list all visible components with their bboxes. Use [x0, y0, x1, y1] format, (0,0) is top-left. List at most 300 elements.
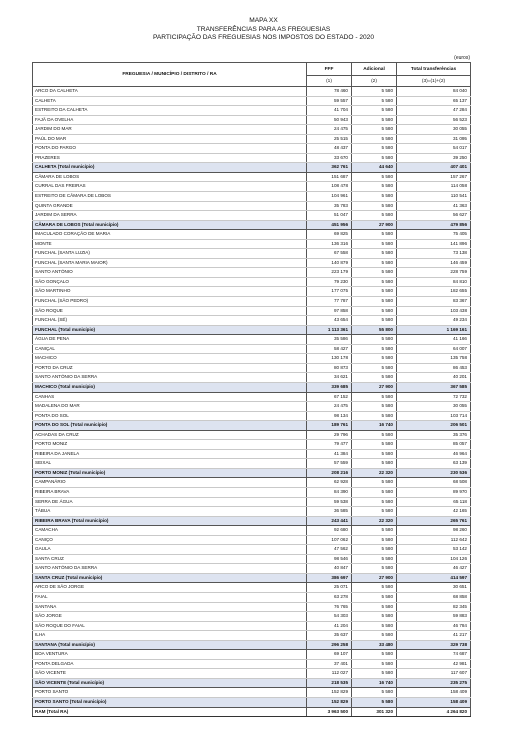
cell-freguesia: CAMPANÁRIO [33, 478, 307, 488]
cell-fff: 69 107 [307, 650, 352, 660]
cell-adicional: 5 580 [352, 545, 397, 555]
cell-fff: 362 761 [307, 163, 352, 173]
cell-total: 228 759 [397, 268, 471, 278]
table-row [33, 430, 471, 440]
municipality-total-row [33, 678, 471, 688]
cell-fff: 34 621 [307, 373, 352, 383]
cell-freguesia: SEIXAL [33, 459, 307, 469]
cell-fff: 78 460 [307, 87, 352, 97]
cell-fff: 243 441 [307, 516, 352, 526]
cell-freguesia: CANIÇAL [33, 344, 307, 354]
cell-adicional: 5 580 [352, 277, 397, 287]
cell-total: 329 738 [397, 640, 471, 650]
cell-freguesia: RAM (Total RA) [33, 707, 307, 717]
cell-freguesia: MACHICO [33, 354, 307, 364]
cell-adicional: 5 580 [352, 373, 397, 383]
cell-adicional: 5 580 [352, 134, 397, 144]
table-row [33, 249, 471, 259]
cell-total: 41 363 [397, 201, 471, 211]
municipality-total-row [33, 382, 471, 392]
cell-total: 407 401 [397, 163, 471, 173]
cell-freguesia: SÃO VICENTE [33, 669, 307, 679]
cell-fff: 98 546 [307, 554, 352, 564]
cell-fff: 59 538 [307, 497, 352, 507]
cell-fff: 77 787 [307, 297, 352, 307]
cell-adicional: 27 900 [352, 382, 397, 392]
table-row [33, 87, 471, 97]
cell-adicional: 5 580 [352, 487, 397, 497]
cell-total: 157 267 [397, 172, 471, 182]
cell-total: 49 234 [397, 316, 471, 326]
cell-adicional: 5 580 [352, 297, 397, 307]
cell-total: 182 655 [397, 287, 471, 297]
cell-adicional: 5 580 [352, 249, 397, 259]
cell-freguesia: PORTO MONIZ (Total município) [33, 468, 307, 478]
cell-total: 230 536 [397, 468, 471, 478]
cell-adicional: 5 580 [352, 478, 397, 488]
table-row [33, 402, 471, 412]
cell-total: 235 275 [397, 678, 471, 688]
cell-total: 56 523 [397, 115, 471, 125]
cell-fff: 451 956 [307, 220, 352, 230]
cell-adicional: 5 580 [352, 144, 397, 154]
cell-freguesia: SÃO GONÇALO [33, 277, 307, 287]
cell-fff: 69 825 [307, 230, 352, 240]
table-row [33, 306, 471, 316]
cell-adicional: 16 740 [352, 421, 397, 431]
cell-adicional: 5 580 [352, 125, 397, 135]
cell-fff: 58 427 [307, 344, 352, 354]
document-header [0, 17, 527, 43]
cell-adicional: 5 580 [352, 306, 397, 316]
cell-total: 68 508 [397, 478, 471, 488]
cell-total: 1 169 161 [397, 325, 471, 335]
cell-total: 68 858 [397, 592, 471, 602]
cell-fff: 208 216 [307, 468, 352, 478]
cell-adicional: 5 580 [352, 440, 397, 450]
cell-total: 98 260 [397, 526, 471, 536]
cell-freguesia: SÃO JORGE [33, 612, 307, 622]
cell-freguesia: SÃO ROQUE DO FAIAL [33, 621, 307, 631]
municipality-total-row [33, 516, 471, 526]
cell-freguesia: ACHADAS DA CRUZ [33, 430, 307, 440]
cell-adicional: 5 580 [352, 583, 397, 593]
cell-fff: 218 535 [307, 678, 352, 688]
table-row [33, 192, 471, 202]
cell-total: 65 137 [397, 96, 471, 106]
cell-total: 414 597 [397, 573, 471, 583]
cell-total: 40 201 [397, 373, 471, 383]
cell-freguesia: PONTA DO SOL [33, 411, 307, 421]
cell-adicional: 5 580 [352, 211, 397, 221]
cell-adicional: 5 580 [352, 287, 397, 297]
col-header-adicional: Adicional [352, 63, 397, 76]
cell-total: 31 095 [397, 134, 471, 144]
table-row [33, 125, 471, 135]
col-subheader-fff: (1) [307, 76, 352, 87]
table-row [33, 201, 471, 211]
cell-fff: 41 204 [307, 621, 352, 631]
cell-adicional: 5 580 [352, 621, 397, 631]
cell-freguesia: PORTO SANTO (Total município) [33, 698, 307, 708]
table-row [33, 535, 471, 545]
cell-adicional: 5 580 [352, 172, 397, 182]
table-row [33, 344, 471, 354]
table-row [33, 459, 471, 469]
cell-freguesia: GAULA [33, 545, 307, 555]
cell-total: 112 642 [397, 535, 471, 545]
cell-total: 30 055 [397, 125, 471, 135]
cell-fff: 36 585 [307, 507, 352, 517]
cell-freguesia: SANTANA (Total município) [33, 640, 307, 650]
table-row [33, 268, 471, 278]
cell-freguesia: SANTO ANTÓNIO DA SERRA [33, 373, 307, 383]
cell-total: 53 142 [397, 545, 471, 555]
cell-freguesia: ARCO DE SÃO JORGE [33, 583, 307, 593]
cell-adicional: 33 480 [352, 640, 397, 650]
cell-fff: 41 704 [307, 106, 352, 116]
cell-freguesia: CALHETA [33, 96, 307, 106]
cell-adicional: 5 580 [352, 87, 397, 97]
cell-adicional: 5 580 [352, 612, 397, 622]
cell-fff: 59 557 [307, 96, 352, 106]
cell-freguesia: SÃO VICENTE (Total município) [33, 678, 307, 688]
cell-fff: 40 847 [307, 564, 352, 574]
cell-freguesia: RIBEIRA BRAVA [33, 487, 307, 497]
cell-fff: 48 437 [307, 144, 352, 154]
cell-freguesia: JARDIM DA SERRA [33, 211, 307, 221]
cell-total: 86 453 [397, 363, 471, 373]
cell-adicional: 5 580 [352, 650, 397, 660]
cell-total: 41 166 [397, 335, 471, 345]
cell-freguesia: QUINTA GRANDE [33, 201, 307, 211]
cell-freguesia: BOA VENTURA [33, 650, 307, 660]
table-row [33, 134, 471, 144]
cell-total: 73 138 [397, 249, 471, 259]
cell-total: 42 165 [397, 507, 471, 517]
cell-adicional: 5 580 [352, 449, 397, 459]
cell-fff: 24 475 [307, 125, 352, 135]
cell-adicional: 5 580 [352, 106, 397, 116]
cell-adicional: 5 580 [352, 459, 397, 469]
table-row [33, 554, 471, 564]
cell-fff: 29 796 [307, 430, 352, 440]
cell-fff: 189 761 [307, 421, 352, 431]
cell-total: 89 970 [397, 487, 471, 497]
cell-freguesia: TÁBUA [33, 507, 307, 517]
table-row [33, 392, 471, 402]
cell-freguesia: FUNCHAL (Total município) [33, 325, 307, 335]
cell-freguesia: MACHICO (Total município) [33, 382, 307, 392]
cell-fff: 25 071 [307, 583, 352, 593]
cell-freguesia: SERRA DE ÁGUA [33, 497, 307, 507]
cell-adicional: 5 580 [352, 554, 397, 564]
cell-freguesia: SANTA CRUZ [33, 554, 307, 564]
cell-fff: 140 879 [307, 258, 352, 268]
cell-total: 103 438 [397, 306, 471, 316]
cell-fff: 97 858 [307, 306, 352, 316]
col-header-fff: FFF [307, 63, 352, 76]
cell-adicional: 5 580 [352, 688, 397, 698]
cell-freguesia: FAIAL [33, 592, 307, 602]
cell-freguesia: PONTA DELGADA [33, 659, 307, 669]
document-subtitle: PARTICIPAÇÃO DAS FREGUESIAS NOS IMPOSTOS DO ESTADO - 2020 [152, 34, 375, 42]
cell-freguesia: SANTA CRUZ (Total município) [33, 573, 307, 583]
cell-fff: 67 558 [307, 249, 352, 259]
cell-total: 47 284 [397, 106, 471, 116]
cell-fff: 47 562 [307, 545, 352, 555]
map-number: MAPA XX [249, 17, 278, 24]
table-row [33, 363, 471, 373]
municipality-total-row [33, 163, 471, 173]
cell-adicional: 16 740 [352, 678, 397, 688]
cell-freguesia: RIBEIRA BRAVA (Total município) [33, 516, 307, 526]
cell-fff: 130 178 [307, 354, 352, 364]
col-subheader-total: (3)=(1)+(2) [397, 76, 471, 87]
cell-total: 82 345 [397, 602, 471, 612]
municipality-total-row [33, 640, 471, 650]
cell-adicional: 5 580 [352, 602, 397, 612]
cell-fff: 112 027 [307, 669, 352, 679]
cell-adicional: 5 580 [352, 153, 397, 163]
cell-total: 42 981 [397, 659, 471, 669]
table-row [33, 583, 471, 593]
cell-fff: 107 062 [307, 535, 352, 545]
cell-fff: 296 258 [307, 640, 352, 650]
cell-fff: 92 680 [307, 526, 352, 536]
table-row [33, 526, 471, 536]
cell-total: 104 126 [397, 554, 471, 564]
cell-adicional: 5 580 [352, 344, 397, 354]
cell-adicional: 5 580 [352, 96, 397, 106]
table-row [33, 497, 471, 507]
cell-total: 135 758 [397, 354, 471, 364]
cell-fff: 3 963 500 [307, 707, 352, 717]
table-row [33, 449, 471, 459]
table-row [33, 239, 471, 249]
cell-fff: 152 829 [307, 698, 352, 708]
table-row [33, 602, 471, 612]
cell-adicional: 5 580 [352, 230, 397, 240]
cell-freguesia: SÃO MARTINHO [33, 287, 307, 297]
cell-fff: 50 943 [307, 115, 352, 125]
cell-adicional: 301 320 [352, 707, 397, 717]
cell-freguesia: PORTO SANTO [33, 688, 307, 698]
table-row [33, 277, 471, 287]
table-row [33, 354, 471, 364]
cell-adicional: 5 580 [352, 535, 397, 545]
cell-freguesia: ESTREITO DE CÂMARA DE LOBOS [33, 192, 307, 202]
cell-fff: 1 113 361 [307, 325, 352, 335]
cell-adicional: 22 320 [352, 516, 397, 526]
table-row [33, 621, 471, 631]
cell-freguesia: JARDIM DO MAR [33, 125, 307, 135]
cell-total: 85 057 [397, 440, 471, 450]
table-row [33, 115, 471, 125]
cell-fff: 33 670 [307, 153, 352, 163]
col-header-freguesia: FREGUESIA / MUNICÍPIO / DISTRITO / RA [33, 63, 307, 87]
table-row [33, 153, 471, 163]
cell-adicional: 22 320 [352, 468, 397, 478]
cell-adicional: 5 580 [352, 402, 397, 412]
cell-adicional: 5 580 [352, 201, 397, 211]
cell-fff: 41 384 [307, 449, 352, 459]
cell-freguesia: CALHETA (Total município) [33, 163, 307, 173]
table-row [33, 96, 471, 106]
cell-total: 479 856 [397, 220, 471, 230]
cell-fff: 223 179 [307, 268, 352, 278]
table-row [33, 144, 471, 154]
cell-freguesia: FUNCHAL (SANTA LUZIA) [33, 249, 307, 259]
cell-fff: 25 515 [307, 134, 352, 144]
cell-adicional: 5 580 [352, 115, 397, 125]
cell-total: 59 883 [397, 612, 471, 622]
cell-fff: 80 873 [307, 363, 352, 373]
cell-total: 114 058 [397, 182, 471, 192]
cell-freguesia: SANTO ANTÓNIO [33, 268, 307, 278]
cell-total: 30 651 [397, 583, 471, 593]
cell-fff: 35 586 [307, 335, 352, 345]
table-row [33, 440, 471, 450]
table-row [33, 650, 471, 660]
cell-total: 39 250 [397, 153, 471, 163]
cell-fff: 62 928 [307, 478, 352, 488]
cell-freguesia: FAJÃ DA OVELHA [33, 115, 307, 125]
cell-freguesia: ESTREITO DA CALHETA [33, 106, 307, 116]
cell-total: 83 367 [397, 297, 471, 307]
table-row [33, 545, 471, 555]
cell-freguesia: ÁGUA DE PENA [33, 335, 307, 345]
cell-fff: 57 559 [307, 459, 352, 469]
cell-total: 158 409 [397, 698, 471, 708]
cell-total: 146 459 [397, 258, 471, 268]
table-row [33, 316, 471, 326]
table-row [33, 631, 471, 641]
cell-adicional: 5 580 [352, 698, 397, 708]
table-row [33, 688, 471, 698]
cell-fff: 104 961 [307, 192, 352, 202]
table-row [33, 478, 471, 488]
cell-fff: 177 075 [307, 287, 352, 297]
cell-freguesia: MONTE [33, 239, 307, 249]
municipality-total-row [33, 325, 471, 335]
cell-total: 63 139 [397, 459, 471, 469]
cell-adicional: 5 580 [352, 392, 397, 402]
cell-adicional: 44 640 [352, 163, 397, 173]
cell-total: 46 427 [397, 564, 471, 574]
table-row [33, 335, 471, 345]
cell-adicional: 5 580 [352, 316, 397, 326]
cell-total: 84 040 [397, 87, 471, 97]
cell-freguesia: CÂMARA DE LOBOS [33, 172, 307, 182]
table-row [33, 287, 471, 297]
cell-total: 30 055 [397, 402, 471, 412]
cell-fff: 386 697 [307, 573, 352, 583]
document-title: TRANSFERÊNCIAS PARA AS FREGUESIAS [196, 25, 331, 33]
cell-fff: 339 685 [307, 382, 352, 392]
cell-total: 65 118 [397, 497, 471, 507]
cell-freguesia: SANTO ANTÓNIO DA SERRA [33, 564, 307, 574]
cell-adicional: 5 580 [352, 192, 397, 202]
currency-unit: (euros) [454, 55, 470, 61]
cell-fff: 108 478 [307, 182, 352, 192]
cell-fff: 24 475 [307, 402, 352, 412]
cell-total: 110 541 [397, 192, 471, 202]
cell-freguesia: PONTA DO PARGO [33, 144, 307, 154]
cell-total: 206 501 [397, 421, 471, 431]
table-row [33, 487, 471, 497]
cell-adicional: 5 580 [352, 526, 397, 536]
cell-freguesia: FUNCHAL (SÃO PEDRO) [33, 297, 307, 307]
cell-adicional: 5 580 [352, 592, 397, 602]
region-total-row [33, 707, 471, 717]
municipality-total-row [33, 220, 471, 230]
cell-adicional: 5 580 [352, 669, 397, 679]
cell-fff: 43 654 [307, 316, 352, 326]
cell-total: 141 896 [397, 239, 471, 249]
cell-fff: 54 303 [307, 612, 352, 622]
cell-total: 46 784 [397, 621, 471, 631]
table-row [33, 230, 471, 240]
cell-fff: 35 637 [307, 631, 352, 641]
cell-freguesia: PORTO MONIZ [33, 440, 307, 450]
cell-freguesia: FUNCHAL (SÉ) [33, 316, 307, 326]
table-row [33, 564, 471, 574]
cell-adicional: 5 580 [352, 411, 397, 421]
cell-freguesia: PORTO DA CRUZ [33, 363, 307, 373]
cell-freguesia: ILHA [33, 631, 307, 641]
cell-adicional: 5 580 [352, 497, 397, 507]
cell-freguesia: CANHAS [33, 392, 307, 402]
cell-freguesia: IMACULADO CORAÇÃO DE MARIA [33, 230, 307, 240]
cell-fff: 63 278 [307, 592, 352, 602]
table-row [33, 172, 471, 182]
table-row [33, 258, 471, 268]
cell-fff: 51 047 [307, 211, 352, 221]
cell-total: 4 264 820 [397, 707, 471, 717]
table-row [33, 297, 471, 307]
table-body [33, 87, 471, 717]
cell-adicional: 5 580 [352, 335, 397, 345]
cell-fff: 98 134 [307, 411, 352, 421]
cell-freguesia: ARCO DA CALHETA [33, 87, 307, 97]
transfers-table [32, 62, 471, 717]
cell-fff: 76 765 [307, 602, 352, 612]
cell-freguesia: SANTANA [33, 602, 307, 612]
cell-adicional: 5 580 [352, 182, 397, 192]
cell-adicional: 5 580 [352, 430, 397, 440]
municipality-total-row [33, 421, 471, 431]
cell-freguesia: RIBEIRA DA JANELA [33, 449, 307, 459]
cell-fff: 67 152 [307, 392, 352, 402]
cell-adicional: 5 580 [352, 564, 397, 574]
cell-fff: 79 477 [307, 440, 352, 450]
cell-adicional: 5 580 [352, 659, 397, 669]
cell-fff: 136 316 [307, 239, 352, 249]
cell-fff: 35 783 [307, 201, 352, 211]
cell-total: 46 964 [397, 449, 471, 459]
table-row [33, 612, 471, 622]
cell-adicional: 5 580 [352, 354, 397, 364]
cell-total: 103 714 [397, 411, 471, 421]
cell-total: 75 405 [397, 230, 471, 240]
cell-adicional: 55 800 [352, 325, 397, 335]
cell-fff: 84 390 [307, 487, 352, 497]
cell-total: 72 732 [397, 392, 471, 402]
table-row [33, 592, 471, 602]
cell-adicional: 5 580 [352, 239, 397, 249]
table-row [33, 669, 471, 679]
